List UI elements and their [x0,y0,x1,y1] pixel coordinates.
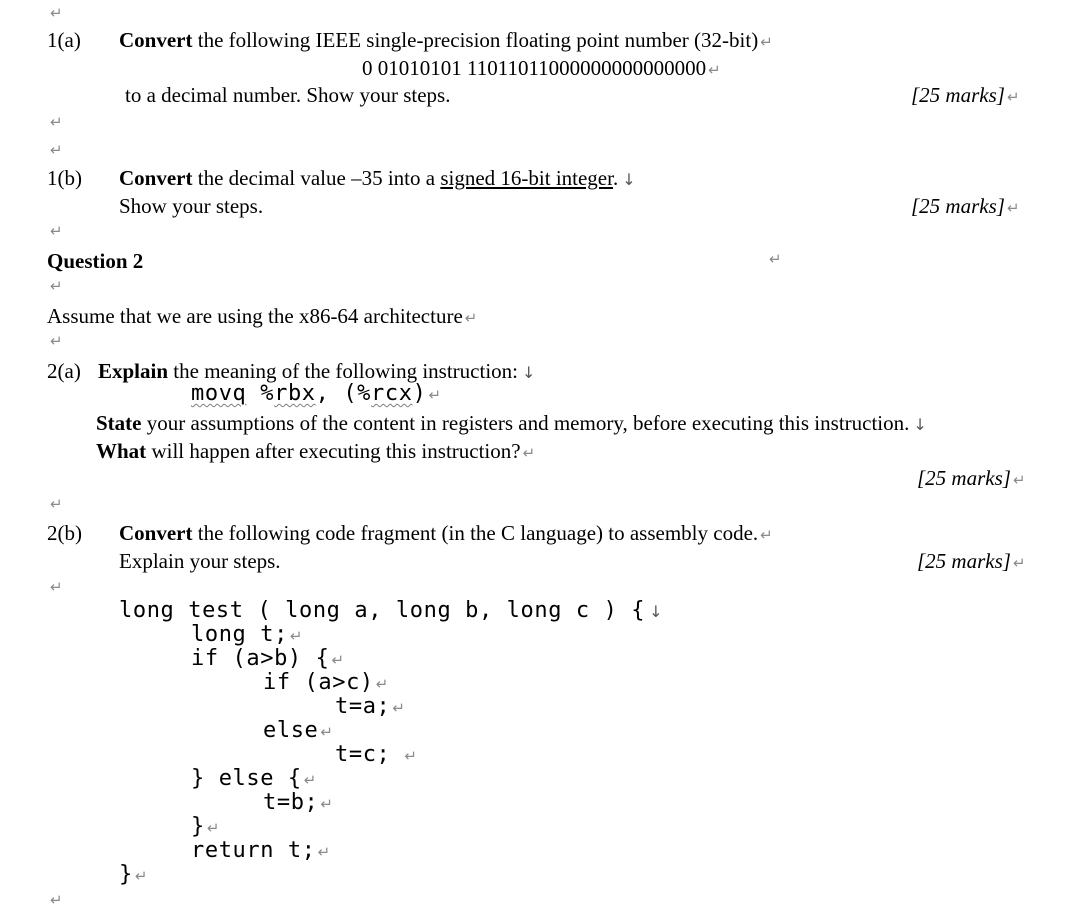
q1b-bold: Convert [119,166,193,190]
code-line [191,648,345,670]
empty-paragraph-mark: ↵ [50,891,63,909]
empty-paragraph-mark: ↵ [50,4,63,22]
code-line [191,816,220,838]
q1b-marks [911,196,1020,217]
q2a-bold: Explain [98,359,169,383]
para-mark: ↵ [769,250,782,268]
line-break-mark: ↓ [649,602,664,621]
empty-paragraph-mark: ↵ [50,495,63,513]
instr-register-rbx: rbx [274,381,316,406]
code-line [119,600,663,622]
code-text: if (a>b) { [191,646,330,671]
instr-text: % [246,381,275,406]
q2a-what [96,441,535,462]
instr-text: ) [412,381,427,406]
code-line [191,624,303,646]
q2b-line1 [119,523,773,544]
code-line [335,696,406,718]
para-mark: ↵ [317,843,331,861]
line-break-mark: ↓ [521,363,536,382]
para-mark: ↵ [375,675,389,693]
code-text: if (a>c) [263,670,374,695]
empty-paragraph-mark: ↵ [50,141,63,159]
instr-register-rcx: rcx [371,381,413,406]
para-mark: ↵ [1006,199,1020,217]
para-mark: ↵ [428,386,442,404]
code-text: return t; [191,838,316,863]
marks-text: [25 marks] [911,83,1005,107]
code-text: } else { [191,766,302,791]
assume-text: Assume that we are using the x86-64 architecture [47,304,463,328]
para-mark: ↵ [320,795,334,813]
code-line [191,768,317,790]
q2a-what-bold: What [96,439,147,463]
q1a-marks [911,85,1020,106]
q2b-marks [917,551,1026,572]
q2a-state-bold: State [96,411,142,435]
q2b-line2: Explain your steps. [119,549,281,573]
q1b-line2: Show your steps. [119,194,264,218]
q1a-bold: Convert [119,28,193,52]
q2a-instruction [191,383,442,405]
q1b-number: 1(b) [47,166,82,190]
code-line [263,792,334,814]
question2-heading: Question 2 [47,249,144,273]
q1a-line2: to a decimal number. Show your steps. [125,83,451,107]
q2a-what-text: will happen after executing this instruction? [146,439,521,463]
para-mark: ↵ [464,309,478,327]
question2-assumption [47,306,477,327]
instr-text: , (% [315,381,372,406]
code-text: t=c; [335,742,391,767]
code-text: long test ( long a, long b, long c ) { [119,598,646,623]
para-mark: ↵ [320,723,334,741]
marks-text: [25 marks] [917,549,1011,573]
q2a-line1 [98,361,535,382]
empty-paragraph-mark: ↵ [50,277,63,295]
code-text: t=a; [335,694,391,719]
code-line [263,672,389,694]
q1a-binary [362,58,721,79]
para-mark: ↵ [404,747,418,765]
code-line [263,720,334,742]
q1b-text-after: . [612,166,619,190]
code-line [191,840,331,862]
code-text: } [119,862,133,887]
code-text: long t; [191,622,288,647]
code-text: } [191,814,205,839]
empty-paragraph-mark: ↵ [50,578,63,596]
marks-text: [25 marks] [917,466,1011,490]
q1b-line1 [119,168,636,189]
q2b-number: 2(b) [47,521,82,545]
para-mark: ↵ [708,61,721,79]
q1b-underlined: signed 16-bit integer [440,166,613,190]
empty-paragraph-mark: ↵ [50,113,63,131]
line-break-mark: ↓ [913,415,927,434]
q2a-state [96,413,927,434]
para-mark: ↵ [392,699,406,717]
para-mark: ↵ [760,33,773,51]
code-line [335,744,418,766]
para-mark: ↵ [289,627,304,645]
para-mark: ↵ [1012,471,1026,489]
q2a-state-text: your assumptions of the content in registers and memory, before executing this instruction. [141,411,910,435]
para-mark: ↵ [1006,88,1020,106]
code-line [119,864,148,886]
para-mark: ↵ [1012,554,1026,572]
line-break-mark: ↓ [622,170,636,189]
para-mark: ↵ [522,444,536,462]
q2a-number: 2(a) [47,359,81,383]
marks-text: [25 marks] [911,194,1005,218]
q1a-line1 [119,30,773,51]
empty-paragraph-mark: ↵ [50,222,63,240]
q2a-marks [917,468,1026,489]
para-mark: ↵ [206,819,221,837]
q2b-bold: Convert [119,521,193,545]
code-text: t=b; [263,790,319,815]
empty-paragraph-mark: ↵ [50,332,63,350]
para-mark: ↵ [331,651,345,669]
code-text: else [263,718,319,743]
q2a-text: the meaning of the following instruction: [168,359,518,383]
q2b-text: the following code fragment (in the C language) to assembly code. [192,521,759,545]
q1b-text: the decimal value –35 into a [192,166,441,190]
q1a-number: 1(a) [47,28,81,52]
instr-opcode: movq [191,381,247,406]
q1a-text: the following IEEE single-precision floating point number (32-bit) [192,28,759,52]
para-mark: ↵ [303,771,317,789]
para-mark: ↵ [760,526,773,544]
para-mark: ↵ [134,867,149,885]
q1a-binary-value: 0 01010101 11011011000000000000000 [362,56,707,80]
